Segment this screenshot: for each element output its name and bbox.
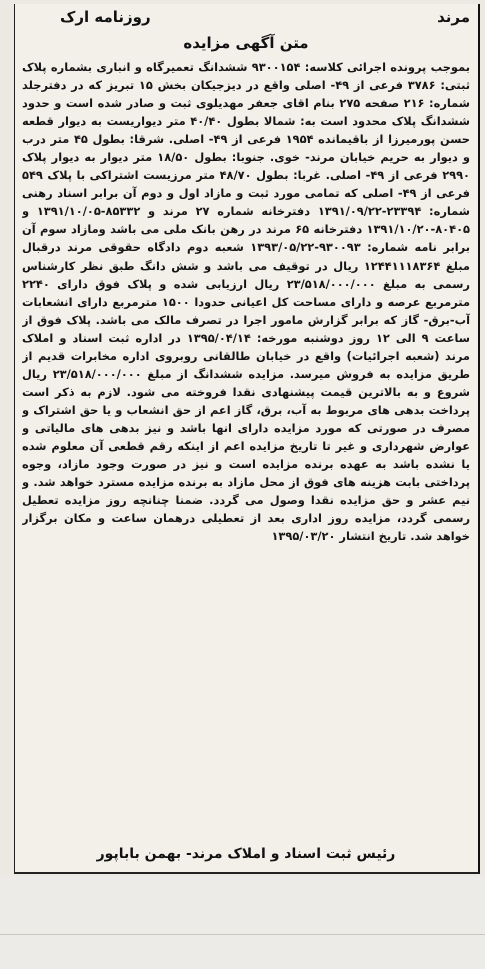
newspaper-header [20,6,472,28]
page-fold-line [0,934,485,935]
notice-signature: رئیس ثبت اسناد و املاک مرند- بهمن باباپور [96,846,396,862]
notice-title: متن آگهی مزایده [183,34,309,52]
blank-page-area [0,876,485,969]
notice-body: بموجب پرونده اجرائی کلاسه: ۹۳۰۰۱۵۴ ششدانگ تعمیرگاه و انباری بشماره پلاک ثبتی: ۳۷۸۶ فرعی از ۴۹- اصلی واقع در دیزجیکان بخش ۱۵ تبریز که در دفترجلد شماره: ۲۱۶ صفحه ۲۷۵ بنام اقای جعفر مهدیلوی ثبت و صادر شده است و حدود ششدانگ پلاک محدود است به: شمالا بطول ۴۰/۴۰ متر دیواریست به دیوار قطعه حسن پورمیرزا از باقیمانده ۱۹۵۴ فرعی از ۴۹- اصلی. شرقا: بطول ۴۵ متر درب و دیوار به حریم خیابان مرند- خوی. جنوبا: بطول ۱۸/۵۰ متر دیوار به دیوار پلاک ۲۹۹۰ فرعی از ۴۹- اصلی. غربا: بطول ۴۸/۷۰ متر مرزیست اشتراکی با پلاک ۵۴۹ فرعی از ۴۹- اصلی که تمامی مورد ثبت و مازاد اول و دوم آن برابر اسناد رهنی شماره: ۲۳۳۹۴-۱۳۹۱/۰۹/۲۲ دفترخانه شماره ۲۷ مرند و ۸۵۳۳۲-۱۳۹۱/۱۰/۰۵ و ۸۰۴۰۵-۱۳۹۱/۱۰/۲۰ دفترخانه ۶۵ مرند در رهن بانک ملی می باشد ومازاد سوم آن برابر نامه شماره: ۹۳۰۰۹۳-۱۳۹۳/۰۵/۲۲ شعبه دوم دادگاه حقوقی مرند درقبال مبلغ ۱۲۴۴۱۱۱۸۳۶۴ ریال در توقیف می باشد و شش دانگ طبق نظر کارشناس رسمی به مبلغ ۲۳/۵۱۸/۰۰۰/۰۰۰ ریال ارزیابی شده و پلاک فوق دارای ۲۲۴۰ مترمربع عرصه و دارای مساحت کل اعیانی حدودا ۱۵۰۰ مترمربع دارای انشعابات آب-برق- گاز که برابر گزارش مامور اجرا در تصرف مالک می باشد. پلاک فوق از ساعت ۹ الی ۱۲ روز دوشنبه مورخه: ۱۳۹۵/۰۴/۱۴ در اداره ثبت اسناد و املاک مرند (شعبه اجرائیات) واقع در خیابان طالقانی روبروی اداره مخابرات قدیم از طریق مزایده به فروش میرسد. مزایده ششدانگ از مبلغ ۲۳/۵۱۸/۰۰۰/۰۰۰ ریال شروع و به بالاترین قیمت پیشنهادی نقدا فروخته می شود. لازم به ذکر است پرداخت بدهی های مربوط به آب، برق، گاز اعم از حق انشعاب و یا حق اشتراک و مصرف در صورتی که مورد مزایده دارای انها باشد و نیز بدهی های مالیاتی و عوارض شهرداری و غیر تا تاریخ مزایده اعم از اینکه رقم قطعی آن معلوم شده یا نشده باشد به عهده برنده مزایده است و نیز در صورت وجود مازاد، وجوه پرداختی بابت هزینه های فوق از محل مازاد به برنده مزایده مسترد خواهد شد. و نیم عشر و حق مزایده نقدا وصول می گردد. ضمنا چنانچه روز مزایده تعطیل رسمی گردد، مزایده روز اداری بعد از تعطیلی درهمان ساعت و مکان برگزار خواهد شد. تاریخ انتشار ۱۳۹۵/۰۳/۲۰ [22,60,470,544]
city-name: مرند [437,8,470,26]
newspaper-name: روزنامه ارک [60,8,151,26]
